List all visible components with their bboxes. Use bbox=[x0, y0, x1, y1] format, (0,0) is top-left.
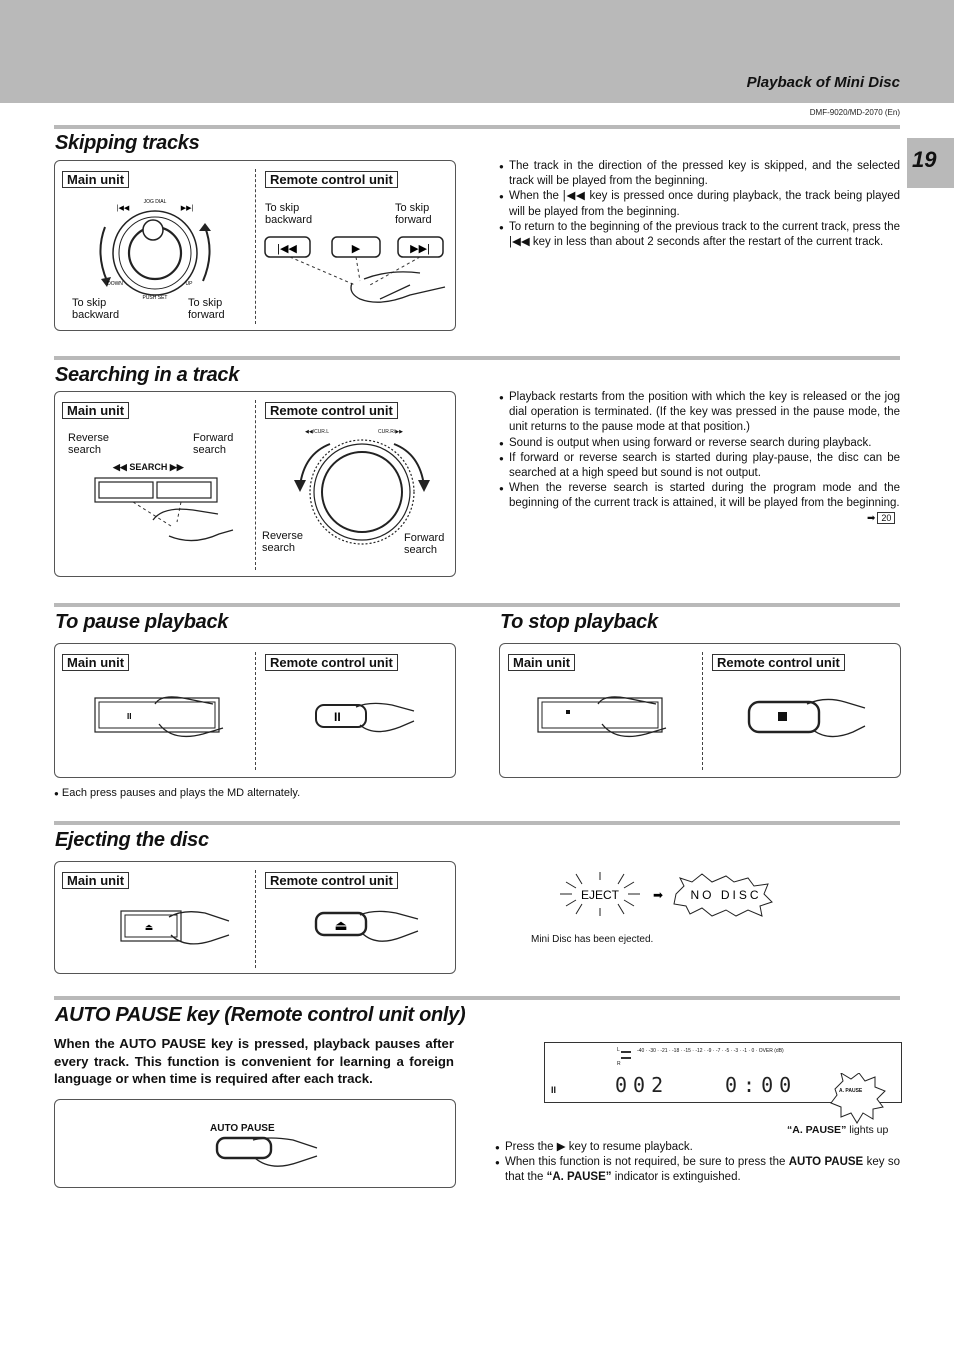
remote-eject-key-icon bbox=[310, 907, 430, 952]
section-title-skipping: Skipping tracks bbox=[55, 132, 200, 154]
main-unit-label: Main unit bbox=[62, 171, 129, 188]
jog-dial-icon bbox=[95, 197, 225, 305]
auto-pause-key-icon bbox=[213, 1136, 333, 1181]
main-unit-label: Main unit bbox=[62, 654, 129, 671]
meter-r-label: R bbox=[617, 1061, 621, 1067]
svg-text:⏏: ⏏ bbox=[144, 922, 154, 932]
remote-pause-key-icon bbox=[310, 699, 420, 739]
remote-unit-label: Remote control unit bbox=[265, 654, 398, 671]
section-title-eject: Ejecting the disc bbox=[55, 829, 209, 851]
remote-unit-label: Remote control unit bbox=[265, 171, 398, 188]
section-title-autopause: AUTO PAUSE key (Remote control unit only) bbox=[55, 1004, 466, 1026]
note-item: ● To return to the beginning of the previous track to the current track, press the |◀◀ key in less than about 2 seconds after the restart of the current track. bbox=[499, 220, 900, 250]
remote-unit-label: Remote control unit bbox=[265, 872, 398, 889]
main-forward-search: Forward search bbox=[193, 432, 234, 456]
main-reverse-search: Reverse search bbox=[68, 432, 109, 456]
stop-illustration bbox=[499, 643, 901, 778]
page-reference: ➡ 20 bbox=[867, 512, 895, 524]
eject-display-text: EJECT bbox=[580, 888, 620, 902]
divider bbox=[255, 169, 256, 324]
main-eject-key-icon bbox=[119, 907, 239, 952]
searching-illustration bbox=[54, 391, 456, 577]
autopause-notes bbox=[495, 1140, 900, 1186]
auto-pause-key-label: AUTO PAUSE bbox=[210, 1123, 275, 1134]
push-set-caption: PUSH SET bbox=[142, 295, 168, 301]
page-number: 19 bbox=[912, 147, 937, 172]
meter-scale: -40 · -30 · -21 · -18 · -15 · -12 · -9 · -7 · -5 · -3 · -1 · 0 · OVER (dB) bbox=[637, 1048, 784, 1054]
remote-unit-label: Remote control unit bbox=[712, 654, 845, 671]
meter-l-label: L bbox=[617, 1047, 620, 1053]
divider bbox=[255, 652, 256, 770]
svg-text:➡: ➡ bbox=[652, 888, 664, 902]
running-head: Playback of Mini Disc bbox=[746, 74, 900, 91]
search-keys-icon bbox=[93, 476, 253, 556]
note-item: ● If forward or reverse search is started during play-pause, the disc can be searched at a high speed but sound is not output. bbox=[499, 451, 900, 481]
svg-text:▶▶|: ▶▶| bbox=[410, 243, 430, 255]
pause-illustration bbox=[54, 643, 456, 778]
note-item: ● Playback restarts from the position with which the key is released or the jog dial operation is terminated. (If the key was pressed in the pause mode, the unit returns to the pause mode at that position.) bbox=[499, 390, 900, 436]
section-rule bbox=[54, 356, 900, 360]
pause-indicator-icon: II bbox=[551, 1085, 557, 1095]
svg-text:|◀◀: |◀◀ bbox=[277, 243, 297, 255]
divider bbox=[255, 400, 256, 570]
svg-text:▶: ▶ bbox=[351, 243, 361, 255]
main-skip-forward: To skip forward bbox=[188, 297, 225, 321]
svg-text:II: II bbox=[127, 712, 132, 721]
remote-skip-backward: To skip backward bbox=[265, 202, 313, 226]
main-unit-label: Main unit bbox=[508, 654, 575, 671]
section-rule bbox=[54, 125, 900, 129]
no-disc-display-text: NO DISC bbox=[690, 888, 762, 902]
note-item: ● When the reverse search is started during the program mode and the beginning of the current track is attained, it will be played from the beginning. bbox=[499, 481, 900, 511]
pause-note: ● Each press pauses and plays the MD alternately. bbox=[54, 787, 301, 799]
cur-r-caption: CUR.R/▶▶ bbox=[378, 429, 403, 435]
autopause-intro: When the AUTO PAUSE key is pressed, playback pauses after every track. This function is convenient for learning a foreign language or when time is required after each track. bbox=[54, 1036, 454, 1086]
svg-text:II: II bbox=[334, 710, 341, 724]
note-item: ● Sound is output when using forward or reverse search during playback. bbox=[499, 436, 900, 451]
autopause-illustration bbox=[54, 1099, 456, 1188]
section-rule bbox=[54, 603, 900, 607]
a-pause-burst-icon bbox=[829, 1073, 889, 1125]
jog-dial-caption: JOG DIAL bbox=[143, 199, 167, 205]
note-item: ● Press the ▶ key to resume playback. bbox=[495, 1140, 900, 1155]
remote-skip-keys-icon bbox=[260, 233, 450, 308]
eject-illustration bbox=[54, 861, 456, 974]
fl-display bbox=[544, 1042, 902, 1103]
a-pause-caption: “A. PAUSE” lights up bbox=[787, 1124, 889, 1136]
remote-forward-search: Forward search bbox=[404, 532, 445, 556]
page-ref-number: 20 bbox=[877, 512, 895, 524]
remote-skip-forward: To skip forward bbox=[395, 202, 432, 226]
skipping-illustration bbox=[54, 160, 456, 331]
section-rule bbox=[54, 821, 900, 825]
main-unit-label: Main unit bbox=[62, 402, 129, 419]
remote-jog-icon bbox=[290, 436, 430, 546]
main-unit-label: Main unit bbox=[62, 872, 129, 889]
note-item: ● The track in the direction of the pressed key is skipped, and the selected track will be played from the beginning. bbox=[499, 159, 900, 189]
section-title-stop: To stop playback bbox=[500, 611, 658, 633]
section-title-pause: To pause playback bbox=[55, 611, 229, 633]
search-key-caption: ◀◀ SEARCH ▶▶ bbox=[113, 462, 184, 472]
remote-stop-key-icon bbox=[745, 696, 870, 746]
note-item: ● When this function is not required, be sure to press the AUTO PAUSE key so that the “A. PAUSE” indicator is extinguished. bbox=[495, 1155, 900, 1185]
svg-text:|◀◀: |◀◀ bbox=[116, 205, 130, 212]
skipping-notes bbox=[499, 159, 900, 250]
divider bbox=[255, 870, 256, 968]
svg-text:▶▶|: ▶▶| bbox=[180, 205, 194, 212]
eject-display-icon bbox=[558, 870, 778, 920]
divider bbox=[702, 652, 703, 770]
main-stop-key-icon bbox=[536, 694, 676, 749]
up-caption: UP bbox=[185, 281, 193, 287]
remote-unit-label: Remote control unit bbox=[265, 402, 398, 419]
model-code: DMF-9020/MD-2070 (En) bbox=[809, 108, 900, 117]
down-caption: DOWN bbox=[107, 281, 123, 287]
track-number: 002 bbox=[615, 1073, 670, 1097]
section-title-searching: Searching in a track bbox=[55, 364, 240, 386]
searching-notes bbox=[499, 390, 900, 512]
main-skip-backward: To skip backward bbox=[72, 297, 120, 321]
elapsed-time: 0:00 bbox=[725, 1073, 798, 1097]
main-pause-key-icon bbox=[93, 694, 233, 749]
svg-text:⏏: ⏏ bbox=[334, 917, 348, 933]
meter-bar bbox=[621, 1057, 631, 1059]
section-rule bbox=[54, 996, 900, 1000]
remote-reverse-search: Reverse search bbox=[262, 530, 303, 554]
eject-caption: Mini Disc has been ejected. bbox=[531, 934, 654, 945]
cur-l-caption: ◀◀/CUR.L bbox=[305, 429, 330, 435]
meter-bar bbox=[621, 1051, 631, 1053]
note-item: ● When the |◀◀ key is pressed once during playback, the track being played will be played from the beginning. bbox=[499, 189, 900, 219]
a-pause-indicator: A. PAUSE bbox=[839, 1088, 863, 1094]
